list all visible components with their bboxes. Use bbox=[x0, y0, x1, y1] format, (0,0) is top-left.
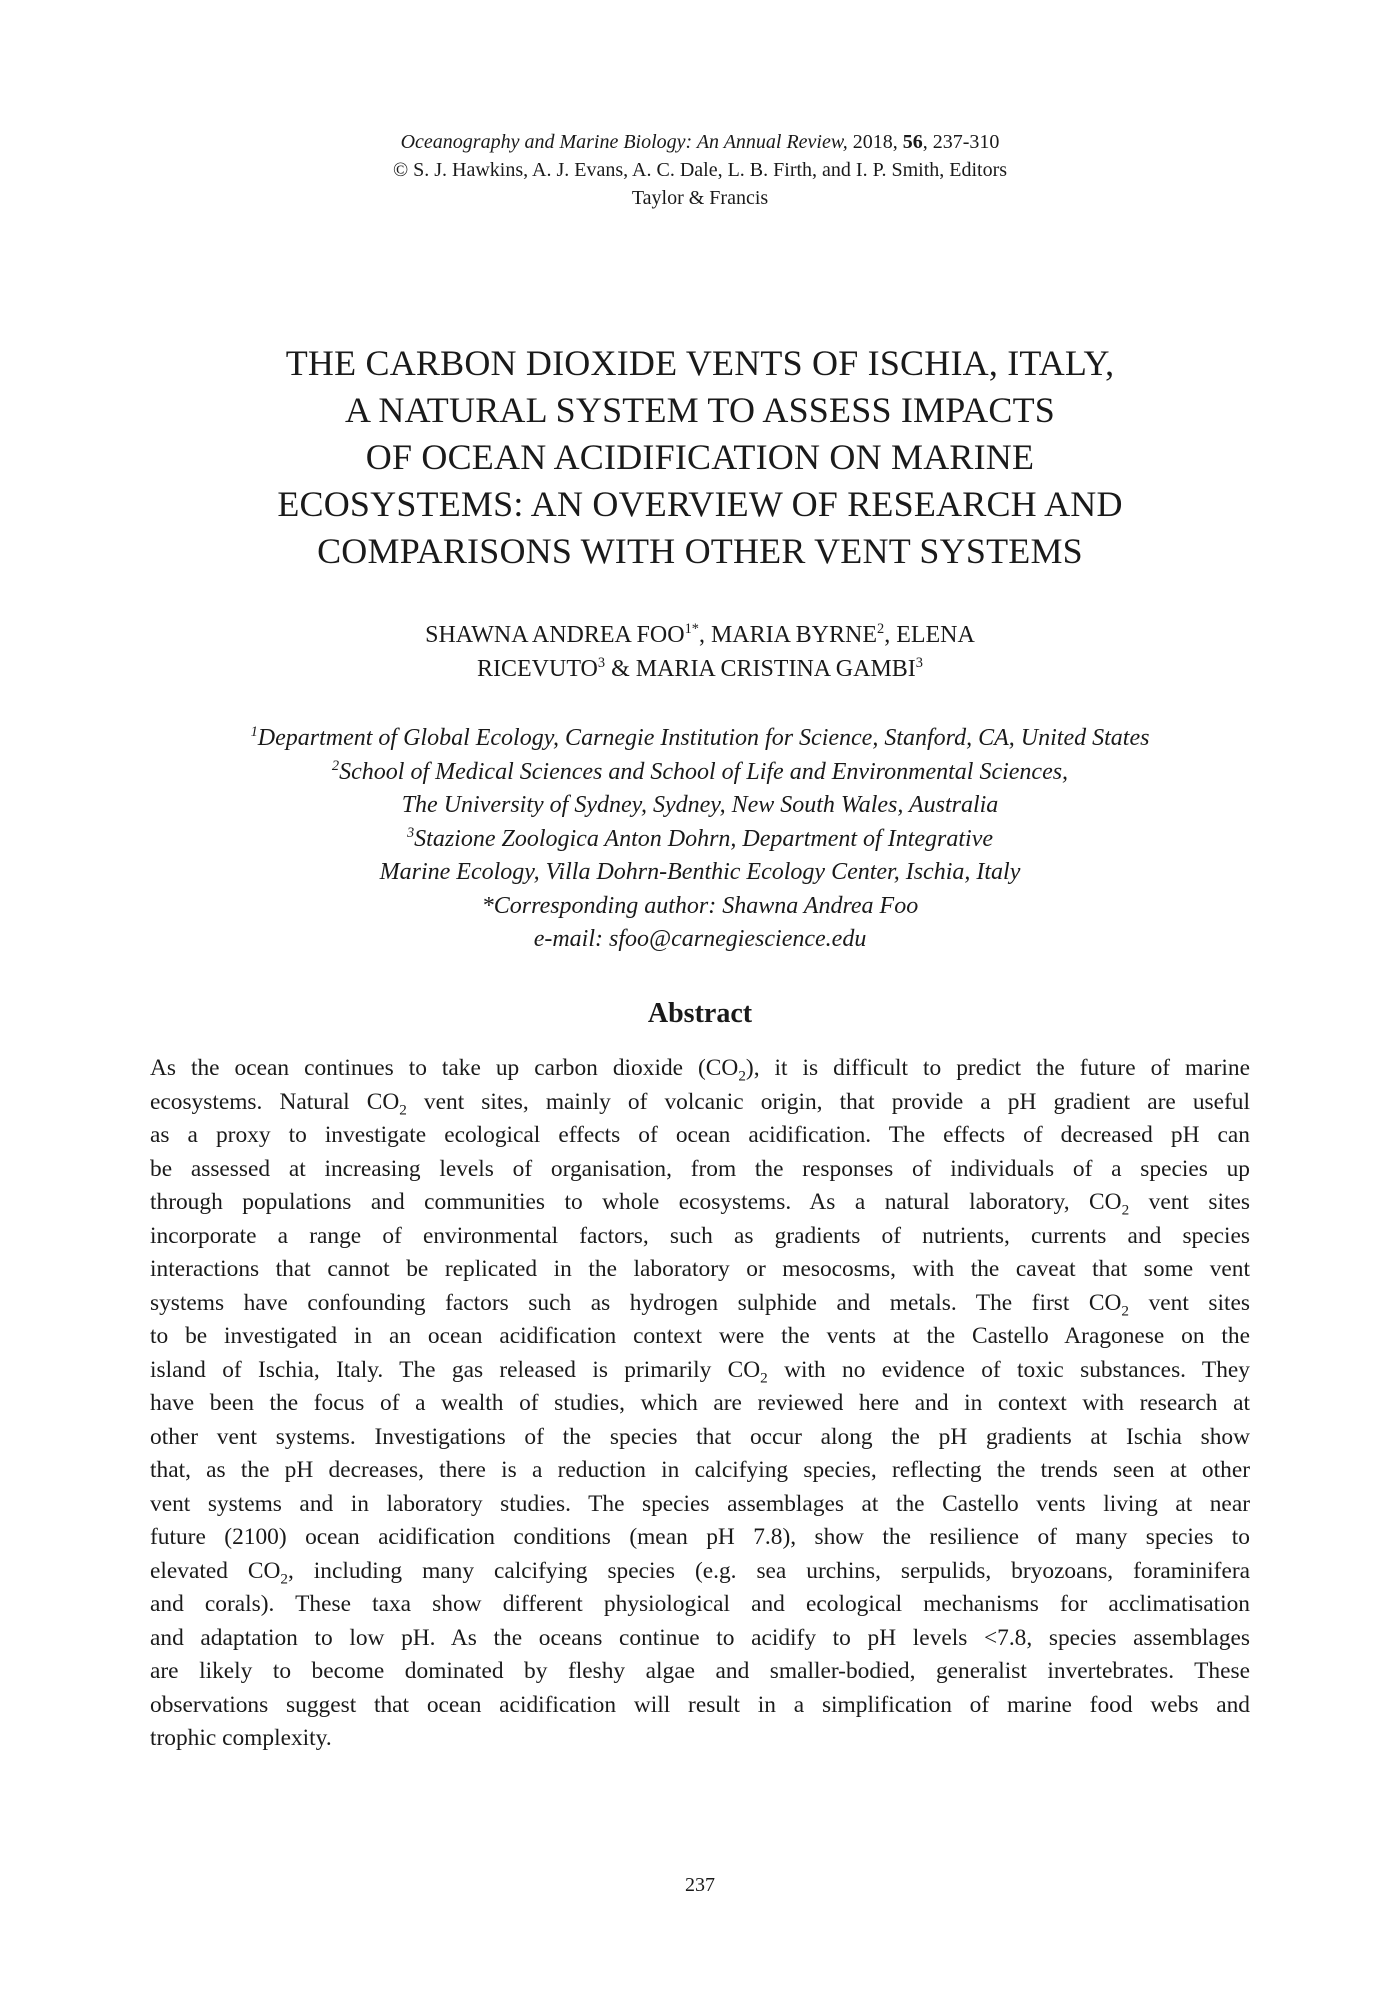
affiliation-text: Department of Global Ecology, Carnegie Institution for Science, Stanford, CA, United States bbox=[257, 725, 1150, 751]
affiliation-line: The University of Sydney, Sydney, New South Wales, Australia bbox=[401, 792, 999, 818]
abstract-text: vent sites bbox=[1129, 1189, 1250, 1215]
author-affiliation-mark: 2 bbox=[877, 621, 885, 637]
abstract-text: ), it is difficult to predict the future of marine bbox=[745, 1055, 1250, 1081]
abstract-text: vent sites, mainly of volcanic origin, that provide a pH gradient are useful bbox=[406, 1088, 1251, 1115]
author-affiliation-mark: 3 bbox=[597, 655, 606, 671]
author-line bbox=[150, 618, 1250, 652]
abstract-line: to be investigated in an ocean acidification context were the vents at the Castello Aragonese on the bbox=[150, 1323, 1250, 1349]
author-name: SHAWNA ANDREA FOO bbox=[425, 622, 685, 648]
abstract-text: elevated CO bbox=[150, 1557, 281, 1584]
subscript: 2 bbox=[738, 1067, 746, 1085]
abstract-line bbox=[150, 1052, 1250, 1086]
abstract-line bbox=[150, 1086, 1250, 1120]
page-number: 237 bbox=[685, 1874, 715, 1896]
abstract-line: future (2100) ocean acidification conditions (mean pH 7.8), show the resilience of many species to bbox=[150, 1524, 1250, 1550]
author-email: e-mail: sfoo@carnegiescience.edu bbox=[533, 926, 867, 952]
journal-editors: © S. J. Hawkins, A. J. Evans, A. C. Dale, L. B. Firth, and I. P. Smith, Editors bbox=[392, 159, 1008, 181]
title-line: OF OCEAN ACIDIFICATION ON MARINE bbox=[365, 437, 1035, 477]
corresponding-author: *Corresponding author: Shawna Andrea Foo bbox=[481, 892, 919, 919]
title-line: ECOSYSTEMS: AN OVERVIEW OF RESEARCH AND bbox=[277, 484, 1123, 524]
abstract-line: incorporate a range of environmental factors, such as gradients of nutrients, currents and species bbox=[150, 1222, 1250, 1249]
abstract-line: and corals). These taxa show different physiological and ecological mechanisms for acclimatisation bbox=[150, 1591, 1250, 1617]
abstract-line: as a proxy to investigate ecological effects of ocean acidification. The effects of decreased pH can bbox=[150, 1122, 1250, 1148]
abstract-text: , including many calcifying species (e.g. sea urchins, serpulids, bryozoans, foraminifera bbox=[287, 1557, 1250, 1584]
title-line: THE CARBON DIOXIDE VENTS OF ISCHIA, ITALY, bbox=[285, 343, 1115, 383]
abstract-body bbox=[150, 1052, 1250, 1756]
author-line bbox=[150, 652, 1250, 686]
abstract-text: with no evidence of toxic substances. They bbox=[767, 1356, 1250, 1383]
abstract-line bbox=[150, 1287, 1250, 1321]
author-name: RICEVUTO bbox=[477, 656, 598, 682]
affiliations bbox=[120, 722, 1280, 957]
journal-header bbox=[0, 128, 1400, 212]
affiliation-line bbox=[120, 722, 1280, 756]
abstract-line: are likely to become dominated by fleshy algae and smaller-bodied, generalist invertebrates. These bbox=[150, 1658, 1250, 1684]
title-line: A NATURAL SYSTEM TO ASSESS IMPACTS bbox=[344, 390, 1055, 430]
abstract-text: island of Ischia, Italy. The gas released is primarily CO bbox=[150, 1356, 761, 1383]
abstract-text: ecosystems. Natural CO bbox=[150, 1088, 400, 1115]
abstract-line: interactions that cannot be replicated in the laboratory or mesocosms, with the caveat that some vent bbox=[150, 1256, 1250, 1282]
affiliation-text: School of Medical Sciences and School of Life and Environmental Sciences, bbox=[339, 758, 1069, 785]
abstract-line: trophic complexity. bbox=[150, 1725, 332, 1751]
author-name: & MARIA CRISTINA GAMBI bbox=[605, 656, 916, 682]
abstract-line: have been the focus of a wealth of studies, which are reviewed here and in context with research at bbox=[150, 1390, 1250, 1416]
author-list bbox=[150, 618, 1250, 686]
abstract-heading: Abstract bbox=[647, 998, 753, 1029]
affiliation-line bbox=[120, 756, 1280, 790]
subscript: 2 bbox=[1121, 1302, 1130, 1320]
author-name: , MARIA BYRNE bbox=[698, 622, 877, 648]
author-affiliation-mark: 1* bbox=[684, 621, 699, 637]
abstract-text: systems have confounding factors such as hydrogen sulphide and metals. The first CO bbox=[150, 1289, 1122, 1316]
abstract-line bbox=[150, 1186, 1250, 1220]
abstract-line: vent systems and in laboratory studies. The species assemblages at the Castello vents living at near bbox=[150, 1490, 1250, 1517]
abstract-line bbox=[150, 1354, 1250, 1388]
affiliation-mark: 2 bbox=[331, 757, 340, 774]
abstract-line: and adaptation to low pH. As the oceans continue to acidify to pH levels <7.8, species assemblages bbox=[150, 1624, 1250, 1651]
affiliation-mark: 1 bbox=[250, 724, 258, 740]
abstract-text: vent sites bbox=[1129, 1289, 1250, 1316]
journal-name: Oceanography and Marine Biology: An Annual Review, bbox=[400, 131, 848, 153]
affiliation-text: Stazione Zoologica Anton Dohrn, Department of Integrative bbox=[414, 825, 994, 852]
journal-citation bbox=[0, 128, 1400, 156]
subscript: 2 bbox=[399, 1101, 407, 1119]
author-name: , ELENA bbox=[884, 622, 975, 648]
journal-publisher: Taylor & Francis bbox=[631, 187, 769, 209]
journal-pages: , 237-310 bbox=[922, 131, 1000, 153]
journal-volume: 56 bbox=[902, 131, 923, 153]
abstract-text: through populations and communities to whole ecosystems. As a natural laboratory, CO bbox=[150, 1189, 1122, 1215]
affiliation-line bbox=[120, 823, 1280, 857]
abstract-line: other vent systems. Investigations of the species that occur along the pH gradients at Ischia show bbox=[150, 1423, 1250, 1450]
abstract-line: be assessed at increasing levels of organisation, from the responses of individuals of a species up bbox=[150, 1155, 1250, 1182]
paper-title bbox=[150, 340, 1250, 575]
subscript: 2 bbox=[280, 1570, 288, 1588]
abstract-line: that, as the pH decreases, there is a reduction in calcifying species, reflecting the trends seen at other bbox=[150, 1457, 1250, 1483]
affiliation-line: Marine Ecology, Villa Dohrn-Benthic Ecology Center, Ischia, Italy bbox=[379, 859, 1021, 885]
abstract-text: As the ocean continues to take up carbon dioxide (CO bbox=[150, 1055, 739, 1081]
author-affiliation-mark: 3 bbox=[915, 655, 923, 671]
journal-year: 2018, bbox=[847, 131, 903, 153]
abstract-line bbox=[150, 1555, 1250, 1589]
title-line: COMPARISONS WITH OTHER VENT SYSTEMS bbox=[317, 531, 1083, 571]
affiliation-mark: 3 bbox=[406, 824, 415, 841]
subscript: 2 bbox=[1121, 1201, 1130, 1219]
abstract-line: observations suggest that ocean acidification will result in a simplification of marine food webs and bbox=[150, 1691, 1250, 1718]
subscript: 2 bbox=[760, 1369, 768, 1387]
